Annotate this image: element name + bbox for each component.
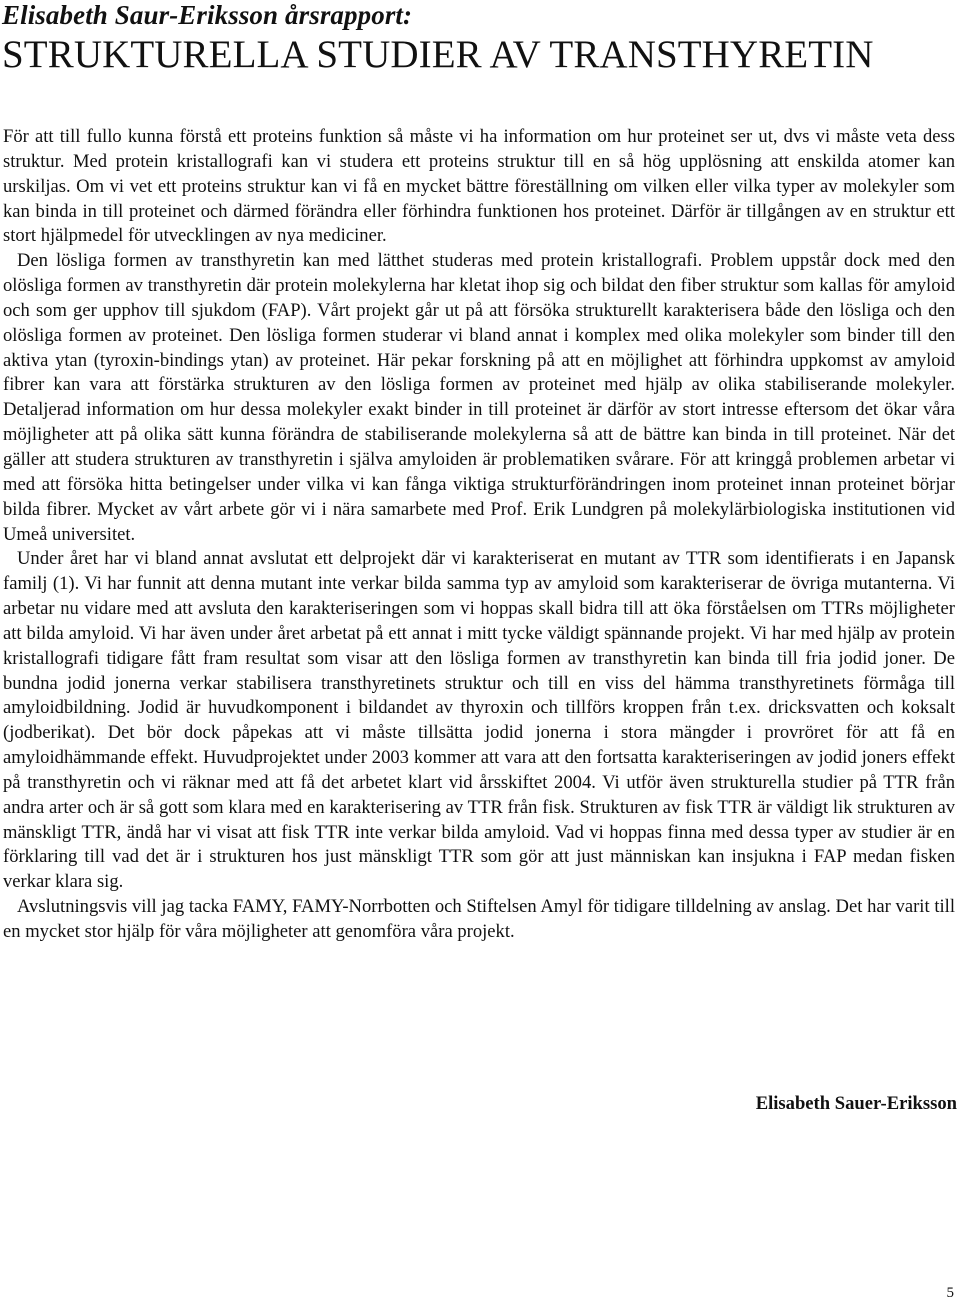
page-number: 5 <box>946 1285 954 1301</box>
paragraph-year-results: Under året har vi bland annat avslutat ett delprojekt där vi karakteriserat en mutant av TTR som identifierats i en Japansk familj (1). Vi har funnit att denna mutant inte verkar bilda samma typ av amyloid som karakteriserar de övriga mutanterna. Vi arbetar nu vidare med att avsluta den karakteriseringen som vi hoppas skall bidra till att öka förståelsen om TTRs möjligheter att bilda amyloid. Vi har även under året arbetat på ett annat i mitt tycke väldigt spännande projekt. Vi har med hjälp av protein kristallografi tidigare fått fram resultat som visar att den lösliga formen av transthyretin kan binda till fria jodid joner. De bundna jodid jonerna verkar stabilisera transthyretinets struktur och till en viss del hämma transthyretinets förmåga till amyloidbildning. Jodid är huvudkomponent i bildandet av thyroxin och tillförs kroppen från t.ex. dricksvatten och koksalt (jodberikat). Det bör dock påpekas att vi måste tillsätta jodid jonerna i stora mängder i provröret för att få en amyloidhämmande effekt. Huvudprojektet under 2003 kommer att vara att den fortsatta karakteriseringen av jodid joners effekt på transthyretin och vi räknar med att få det arbetet klart vid årsskiftet 2004. Vi utför även strukturella studier på TTR från andra arter och är så gott som klara med en karakterisering av TTR från fisk. Strukturen av fisk TTR är väldigt lik strukturen av mänskligt TTR, ändå har vi visat att fisk TTR inte verkar bilda amyloid. Vad vi hoppas finna med dessa typer av studier är en förklaring till vad det är i strukturen hos just mänskligt TTR som gör att just människan kan insjukna i FAP medan fisken verkar klara sig. <box>3 548 955 893</box>
page-title: STRUKTURELLA STUDIER AV TRANSTHYRETIN <box>2 33 874 76</box>
author-signature: Elisabeth Sauer-Eriksson <box>755 1093 957 1114</box>
paragraph-acknowledgement: Avslutningsvis vill jag tacka FAMY, FAMY-Norrbotten och Stiftelsen Amyl för tidigare tilldelning av anslag. Det har varit till en mycket stor hjälp för våra möjligheter att genomföra våra projekt. <box>3 896 955 942</box>
paragraph-intro: För att till fullo kunna förstå ett proteins funktion så måste vi ha information om hur proteinet ser ut, dvs vi måste veta dess struktur. Med protein kristallografi kan vi studera ett proteins struktur till en så hög upplösning att enskilda atomer kan urskiljas. Om vi vet ett proteins struktur kan vi få en mycket bättre föreställning om vilken eller vilka typer av molekyler som kan binda in till proteinet och därmed förändra eller förhindra funktionen hos proteinet. Därför är tillgången av en struktur ett stort hjälpmedel för utvecklingen av nya mediciner. <box>3 126 955 247</box>
report-subtitle: Elisabeth Saur-Eriksson årsrapport: <box>2 0 413 30</box>
report-body <box>3 125 955 945</box>
paragraph-project: Den lösliga formen av transthyretin kan med lätthet studeras med protein kristallografi. Problem uppstår dock med den olösliga formen av transthyretin där protein molekylerna har kletat ihop sig och bildat den fiber struktur som kallas för amyloid och som ger upphov till sjukdom (FAP). Vårt projekt går ut på att försöka strukturellt karakterisera både den lösliga och den olösliga formen av proteinet. Den lösliga formen studerar vi bland annat i komplex med olika molekyler som binder till den aktiva ytan (tyroxin-bindings ytan) av proteinet. Här pekar forskning på att en möjlighet att förhindra uppkomst av amyloid fibrer kan vara att förstärka strukturen av den lösliga formen av proteinet med hjälp av olika stabiliserande molekyler. Detaljerad information om hur dessa molekyler exakt binder in till proteinet är därför av stort intresse eftersom det ökar våra möjligheter att på olika sätt kunna förändra de stabiliserande molekylerna så att de bättre kan binda in till proteinet. När det gäller att studera strukturen av transthyretin i själva amyloiden är problematiken svårare. För att kringgå problemen arbetar vi med att försöka hitta betingelser under vilka vi kan fånga viktiga strukturförändringen inom proteinet innan proteinet börjar bilda fibrer. Mycket av vårt arbete gör vi i nära samarbete med Prof. Erik Lundgren på molekylärbiologiska institutionen vid Umeå universitet. <box>3 250 955 545</box>
